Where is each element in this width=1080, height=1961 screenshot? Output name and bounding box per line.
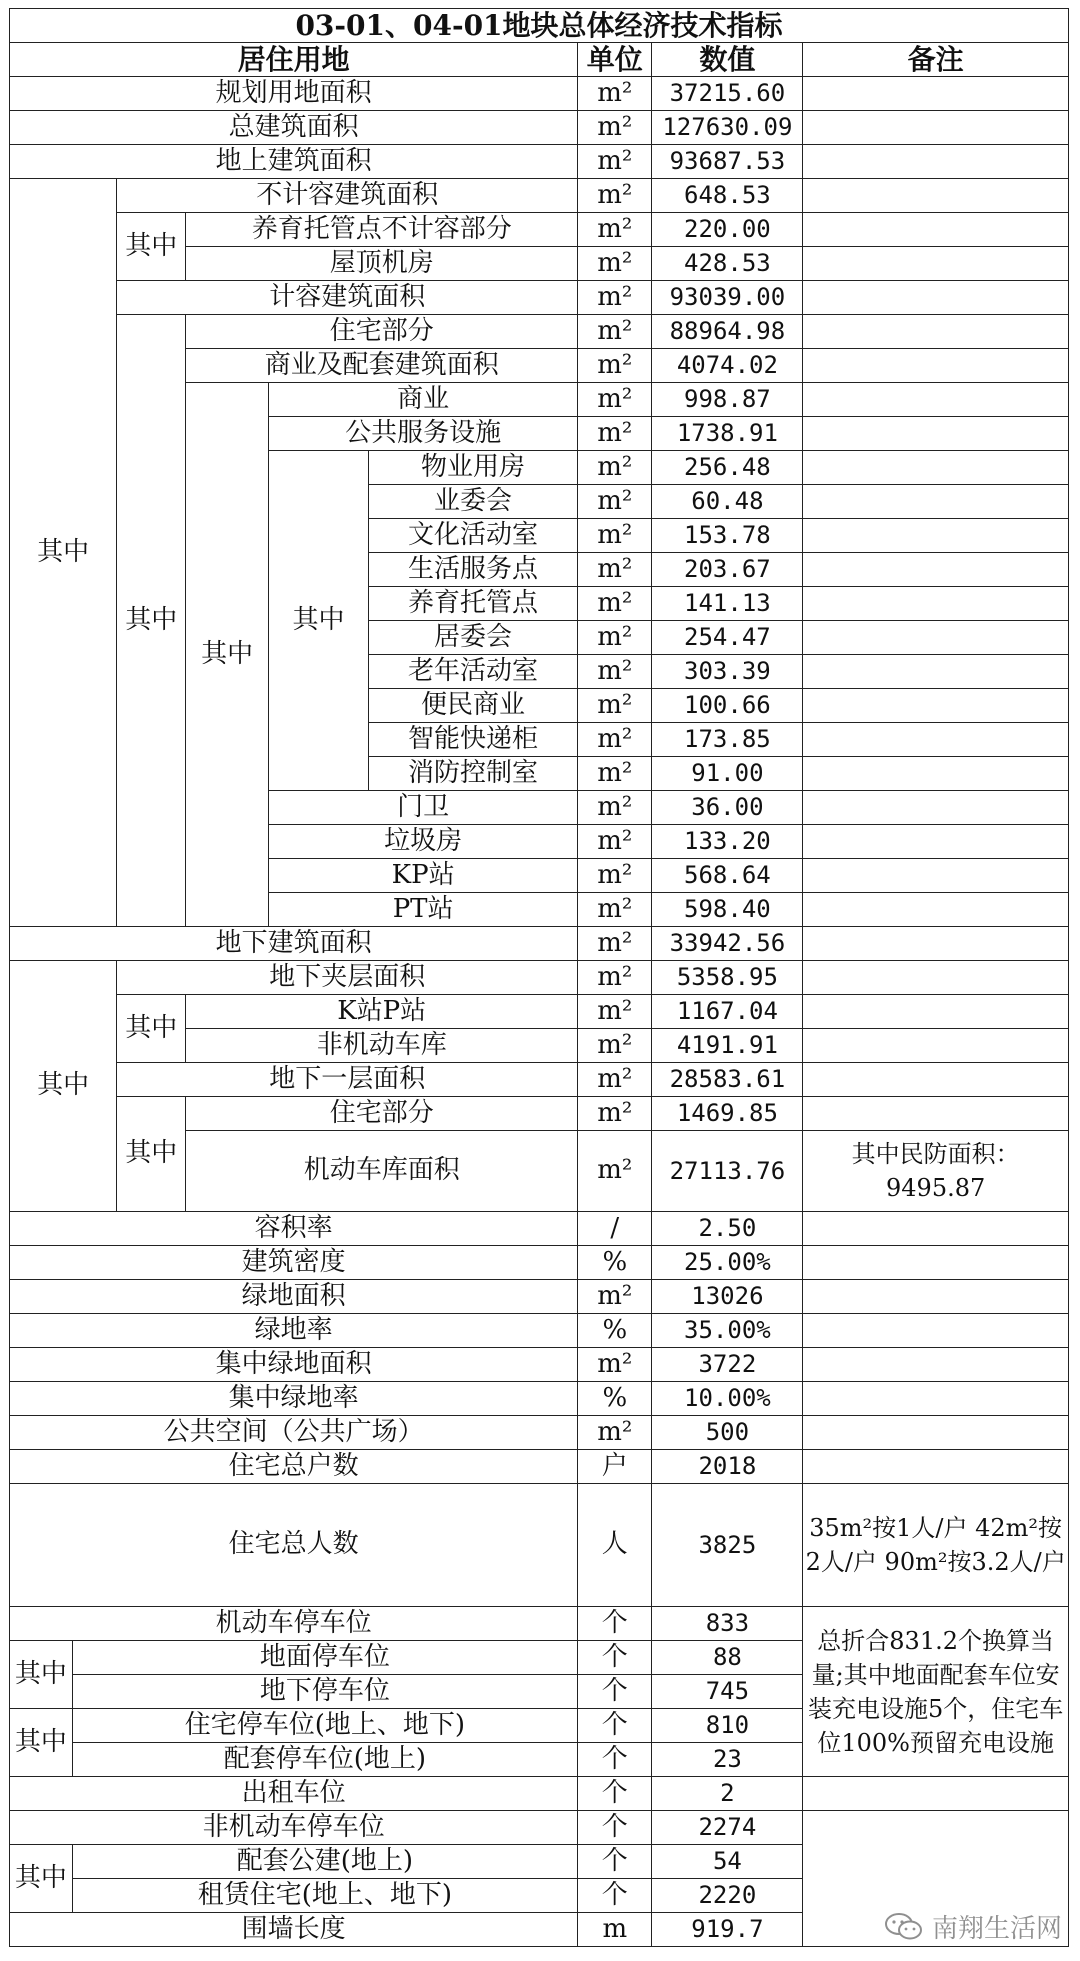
row-note bbox=[803, 1063, 1069, 1097]
table-row bbox=[10, 1484, 1069, 1607]
row-label: 老年活动室 bbox=[368, 655, 577, 689]
row-unit: m² bbox=[578, 519, 652, 553]
row-value: 153.78 bbox=[652, 519, 803, 553]
row-label: 总建筑面积 bbox=[10, 111, 578, 145]
row-note bbox=[803, 1382, 1069, 1416]
row-unit: 个 bbox=[578, 1845, 652, 1879]
table-row bbox=[10, 1811, 1069, 1845]
row-note bbox=[803, 1280, 1069, 1314]
row-note bbox=[803, 757, 1069, 791]
table-row bbox=[10, 961, 1069, 995]
row-label: 机动车停车位 bbox=[10, 1607, 578, 1641]
row-unit: m² bbox=[578, 349, 652, 383]
table-row bbox=[10, 1314, 1069, 1348]
row-value: 35.00% bbox=[652, 1314, 803, 1348]
row-label: 消防控制室 bbox=[368, 757, 577, 791]
row-note bbox=[803, 791, 1069, 825]
row-label: 绿地面积 bbox=[10, 1280, 578, 1314]
row-note bbox=[803, 451, 1069, 485]
row-value: 220.00 bbox=[652, 213, 803, 247]
row-unit: m² bbox=[578, 689, 652, 723]
row-note bbox=[803, 1314, 1069, 1348]
row-label: 商业 bbox=[269, 383, 578, 417]
row-value: 13026 bbox=[652, 1280, 803, 1314]
row-label: 门卫 bbox=[269, 791, 578, 825]
row-label: 养育托管点不计容部分 bbox=[186, 213, 578, 247]
row-unit: m² bbox=[578, 1280, 652, 1314]
row-note bbox=[803, 1029, 1069, 1063]
row-unit: m² bbox=[578, 825, 652, 859]
row-label: 地下停车位 bbox=[72, 1675, 577, 1709]
row-label: 地上建筑面积 bbox=[10, 145, 578, 179]
row-unit: m² bbox=[578, 213, 652, 247]
table-row bbox=[10, 77, 1069, 111]
row-value: 36.00 bbox=[652, 791, 803, 825]
row-note bbox=[803, 1416, 1069, 1450]
row-value: 23 bbox=[652, 1743, 803, 1777]
economic-indicators-table bbox=[9, 8, 1069, 1947]
row-unit: m² bbox=[578, 111, 652, 145]
row-note bbox=[803, 1450, 1069, 1484]
row-label: 规划用地面积 bbox=[10, 77, 578, 111]
row-unit: 个 bbox=[578, 1607, 652, 1641]
row-note bbox=[803, 519, 1069, 553]
row-unit: m² bbox=[578, 553, 652, 587]
row-unit: m² bbox=[578, 1029, 652, 1063]
row-label: 地面停车位 bbox=[72, 1641, 577, 1675]
row-value: 5358.95 bbox=[652, 961, 803, 995]
row-unit: / bbox=[578, 1212, 652, 1246]
row-value: 203.67 bbox=[652, 553, 803, 587]
row-unit: m² bbox=[578, 859, 652, 893]
row-value: 127630.09 bbox=[652, 111, 803, 145]
row-label: 公共服务设施 bbox=[269, 417, 578, 451]
population-note: 35m²按1人/户 42m²按2人/户 90m²按3.2人/户 bbox=[803, 1484, 1069, 1607]
row-label: 住宅总人数 bbox=[10, 1484, 578, 1607]
row-note bbox=[803, 893, 1069, 927]
row-value: 1738.91 bbox=[652, 417, 803, 451]
row-value: 91.00 bbox=[652, 757, 803, 791]
row-label: 公共空间（公共广场） bbox=[10, 1416, 578, 1450]
row-unit: 个 bbox=[578, 1675, 652, 1709]
table-row bbox=[10, 213, 1069, 247]
header-note: 备注 bbox=[803, 43, 1069, 77]
table-row bbox=[10, 145, 1069, 179]
row-value: 745 bbox=[652, 1675, 803, 1709]
row-value: 303.39 bbox=[652, 655, 803, 689]
row-value: 141.13 bbox=[652, 587, 803, 621]
row-label: PT站 bbox=[269, 893, 578, 927]
row-label: 屋顶机房 bbox=[186, 247, 578, 281]
row-note bbox=[803, 689, 1069, 723]
row-unit: m² bbox=[578, 961, 652, 995]
row-label: 租赁住宅(地上、地下) bbox=[72, 1879, 577, 1913]
row-value: 4074.02 bbox=[652, 349, 803, 383]
row-unit: m² bbox=[578, 179, 652, 213]
table-row bbox=[10, 1382, 1069, 1416]
row-unit: 个 bbox=[578, 1743, 652, 1777]
row-label: 配套公建(地上) bbox=[72, 1845, 577, 1879]
row-note bbox=[803, 723, 1069, 757]
row-value: 998.87 bbox=[652, 383, 803, 417]
row-note bbox=[803, 315, 1069, 349]
header-unit: 单位 bbox=[578, 43, 652, 77]
row-unit: % bbox=[578, 1382, 652, 1416]
group-label-above: 其中 bbox=[10, 179, 117, 927]
row-label: 机动车库面积 bbox=[186, 1131, 578, 1212]
row-unit: m² bbox=[578, 247, 652, 281]
table-row bbox=[10, 281, 1069, 315]
row-unit: 个 bbox=[578, 1641, 652, 1675]
group-label-underground: 其中 bbox=[10, 961, 117, 1212]
row-label: KP站 bbox=[269, 859, 578, 893]
row-note bbox=[803, 349, 1069, 383]
group-label-commercial: 其中 bbox=[186, 383, 269, 927]
row-note bbox=[803, 1212, 1069, 1246]
row-value: 4191.91 bbox=[652, 1029, 803, 1063]
row-value: 568.64 bbox=[652, 859, 803, 893]
row-note bbox=[803, 655, 1069, 689]
row-value: 27113.76 bbox=[652, 1131, 803, 1212]
row-value: 810 bbox=[652, 1709, 803, 1743]
group-label-parking-a: 其中 bbox=[10, 1641, 73, 1709]
row-note bbox=[803, 213, 1069, 247]
row-value: 28583.61 bbox=[652, 1063, 803, 1097]
group-label-nonfar: 其中 bbox=[117, 213, 186, 281]
row-note bbox=[803, 485, 1069, 519]
row-unit: m² bbox=[578, 757, 652, 791]
row-unit: m² bbox=[578, 145, 652, 179]
row-label: 非机动车库 bbox=[186, 1029, 578, 1063]
row-value: 500 bbox=[652, 1416, 803, 1450]
row-note bbox=[803, 1246, 1069, 1280]
row-unit: m² bbox=[578, 1131, 652, 1212]
row-value: 2274 bbox=[652, 1811, 803, 1845]
row-unit: 人 bbox=[578, 1484, 652, 1607]
row-value: 256.48 bbox=[652, 451, 803, 485]
table-row bbox=[10, 1607, 1069, 1641]
row-value: 133.20 bbox=[652, 825, 803, 859]
row-unit: m² bbox=[578, 451, 652, 485]
row-unit: m² bbox=[578, 417, 652, 451]
row-value: 93687.53 bbox=[652, 145, 803, 179]
row-unit: m² bbox=[578, 621, 652, 655]
row-label: 地下建筑面积 bbox=[10, 927, 578, 961]
row-label: 容积率 bbox=[10, 1212, 578, 1246]
row-label: 生活服务点 bbox=[368, 553, 577, 587]
row-unit: 个 bbox=[578, 1709, 652, 1743]
group-label-parking-b: 其中 bbox=[10, 1709, 73, 1777]
row-unit: m² bbox=[578, 1097, 652, 1131]
row-value: 100.66 bbox=[652, 689, 803, 723]
row-label: 便民商业 bbox=[368, 689, 577, 723]
row-label: 智能快递柜 bbox=[368, 723, 577, 757]
row-value: 428.53 bbox=[652, 247, 803, 281]
row-note bbox=[803, 145, 1069, 179]
table-row bbox=[10, 111, 1069, 145]
row-unit: m² bbox=[578, 281, 652, 315]
row-label: 集中绿地面积 bbox=[10, 1348, 578, 1382]
group-label-bike: 其中 bbox=[10, 1845, 73, 1913]
row-unit: m² bbox=[578, 1063, 652, 1097]
row-note bbox=[803, 383, 1069, 417]
row-note bbox=[803, 587, 1069, 621]
row-unit: 户 bbox=[578, 1450, 652, 1484]
watermark-text: 南翔生活网 bbox=[931, 1914, 1062, 1944]
row-unit: m² bbox=[578, 315, 652, 349]
row-label: 商业及配套建筑面积 bbox=[186, 349, 578, 383]
row-unit: m bbox=[578, 1913, 652, 1947]
table-row bbox=[10, 315, 1069, 349]
row-unit: m² bbox=[578, 485, 652, 519]
row-label: 配套停车位(地上) bbox=[72, 1743, 577, 1777]
group-label-b1: 其中 bbox=[117, 1097, 186, 1212]
row-value: 3722 bbox=[652, 1348, 803, 1382]
row-label: 地下一层面积 bbox=[117, 1063, 578, 1097]
group-label-public-service: 其中 bbox=[269, 451, 369, 791]
row-label: 不计容建筑面积 bbox=[117, 179, 578, 213]
row-label: 计容建筑面积 bbox=[117, 281, 578, 315]
row-value: 2.50 bbox=[652, 1212, 803, 1246]
row-label: 住宅停车位(地上、地下) bbox=[72, 1709, 577, 1743]
row-unit: m² bbox=[578, 383, 652, 417]
row-unit: 个 bbox=[578, 1879, 652, 1913]
row-note bbox=[803, 179, 1069, 213]
row-unit: m² bbox=[578, 995, 652, 1029]
row-unit: % bbox=[578, 1314, 652, 1348]
row-note bbox=[803, 281, 1069, 315]
row-note bbox=[803, 825, 1069, 859]
header-value: 数值 bbox=[652, 43, 803, 77]
row-label: 围墙长度 bbox=[10, 1913, 578, 1947]
row-label: 居委会 bbox=[368, 621, 577, 655]
row-label: 出租车位 bbox=[10, 1777, 578, 1811]
table-row bbox=[10, 1450, 1069, 1484]
row-unit: m² bbox=[578, 587, 652, 621]
row-value: 833 bbox=[652, 1607, 803, 1641]
row-note bbox=[803, 621, 1069, 655]
row-value: 2220 bbox=[652, 1879, 803, 1913]
group-label-mezzanine: 其中 bbox=[117, 995, 186, 1063]
row-label: 业委会 bbox=[368, 485, 577, 519]
row-note bbox=[803, 1348, 1069, 1382]
row-unit: m² bbox=[578, 1416, 652, 1450]
row-label: 养育托管点 bbox=[368, 587, 577, 621]
row-value: 2 bbox=[652, 1777, 803, 1811]
table-title: 03-01、04-01地块总体经济技术指标 bbox=[10, 9, 1069, 43]
row-unit: m² bbox=[578, 723, 652, 757]
civil-defense-note: 其中民防面积：9495.87 bbox=[803, 1131, 1069, 1212]
row-label: 绿地率 bbox=[10, 1314, 578, 1348]
row-value: 10.00% bbox=[652, 1382, 803, 1416]
row-unit: m² bbox=[578, 77, 652, 111]
table-row bbox=[10, 1280, 1069, 1314]
row-value: 3825 bbox=[652, 1484, 803, 1607]
watermark bbox=[884, 1908, 1062, 1945]
row-value: 598.40 bbox=[652, 893, 803, 927]
row-value: 25.00% bbox=[652, 1246, 803, 1280]
row-label: 非机动车停车位 bbox=[10, 1811, 578, 1845]
group-label-far: 其中 bbox=[117, 315, 186, 927]
row-note bbox=[803, 1097, 1069, 1131]
row-label: 文化活动室 bbox=[368, 519, 577, 553]
row-value: 88964.98 bbox=[652, 315, 803, 349]
row-note bbox=[803, 553, 1069, 587]
row-label: 集中绿地率 bbox=[10, 1382, 578, 1416]
row-note bbox=[803, 417, 1069, 451]
table-row bbox=[10, 1348, 1069, 1382]
row-value: 648.53 bbox=[652, 179, 803, 213]
row-note bbox=[803, 247, 1069, 281]
row-note bbox=[803, 111, 1069, 145]
table-row bbox=[10, 1777, 1069, 1811]
row-value: 254.47 bbox=[652, 621, 803, 655]
row-value: 919.7 bbox=[652, 1913, 803, 1947]
row-label: 住宅总户数 bbox=[10, 1450, 578, 1484]
table-row bbox=[10, 1063, 1069, 1097]
row-label: 住宅部分 bbox=[186, 315, 578, 349]
row-value: 60.48 bbox=[652, 485, 803, 519]
row-value: 88 bbox=[652, 1641, 803, 1675]
row-label: 住宅部分 bbox=[186, 1097, 578, 1131]
row-note bbox=[803, 961, 1069, 995]
row-label: 建筑密度 bbox=[10, 1246, 578, 1280]
row-label: 物业用房 bbox=[368, 451, 577, 485]
row-note bbox=[803, 77, 1069, 111]
row-unit: m² bbox=[578, 927, 652, 961]
row-value: 1167.04 bbox=[652, 995, 803, 1029]
row-note bbox=[803, 927, 1069, 961]
row-note bbox=[803, 995, 1069, 1029]
table-row bbox=[10, 995, 1069, 1029]
row-unit: m² bbox=[578, 1348, 652, 1382]
row-value: 54 bbox=[652, 1845, 803, 1879]
row-value: 2018 bbox=[652, 1450, 803, 1484]
row-note bbox=[803, 859, 1069, 893]
row-value: 37215.60 bbox=[652, 77, 803, 111]
row-label: 地下夹层面积 bbox=[117, 961, 578, 995]
row-note bbox=[803, 1777, 1069, 1811]
table-row bbox=[10, 179, 1069, 213]
row-unit: m² bbox=[578, 893, 652, 927]
parking-note: 总折合831.2个换算当量;其中地面配套车位安装充电设施5个，住宅车位100%预留充电设施 bbox=[803, 1607, 1069, 1777]
row-unit: m² bbox=[578, 791, 652, 825]
row-value: 173.85 bbox=[652, 723, 803, 757]
row-unit: 个 bbox=[578, 1811, 652, 1845]
table-row bbox=[10, 927, 1069, 961]
row-label: K站P站 bbox=[186, 995, 578, 1029]
row-label: 垃圾房 bbox=[269, 825, 578, 859]
row-value: 33942.56 bbox=[652, 927, 803, 961]
row-value: 93039.00 bbox=[652, 281, 803, 315]
row-value: 1469.85 bbox=[652, 1097, 803, 1131]
row-unit: 个 bbox=[578, 1777, 652, 1811]
table-row bbox=[10, 1246, 1069, 1280]
row-unit: % bbox=[578, 1246, 652, 1280]
header-item: 居住用地 bbox=[10, 43, 578, 77]
table-row bbox=[10, 1416, 1069, 1450]
table-row bbox=[10, 1212, 1069, 1246]
row-unit: m² bbox=[578, 655, 652, 689]
table-row bbox=[10, 1097, 1069, 1131]
wechat-icon bbox=[884, 1912, 924, 1942]
